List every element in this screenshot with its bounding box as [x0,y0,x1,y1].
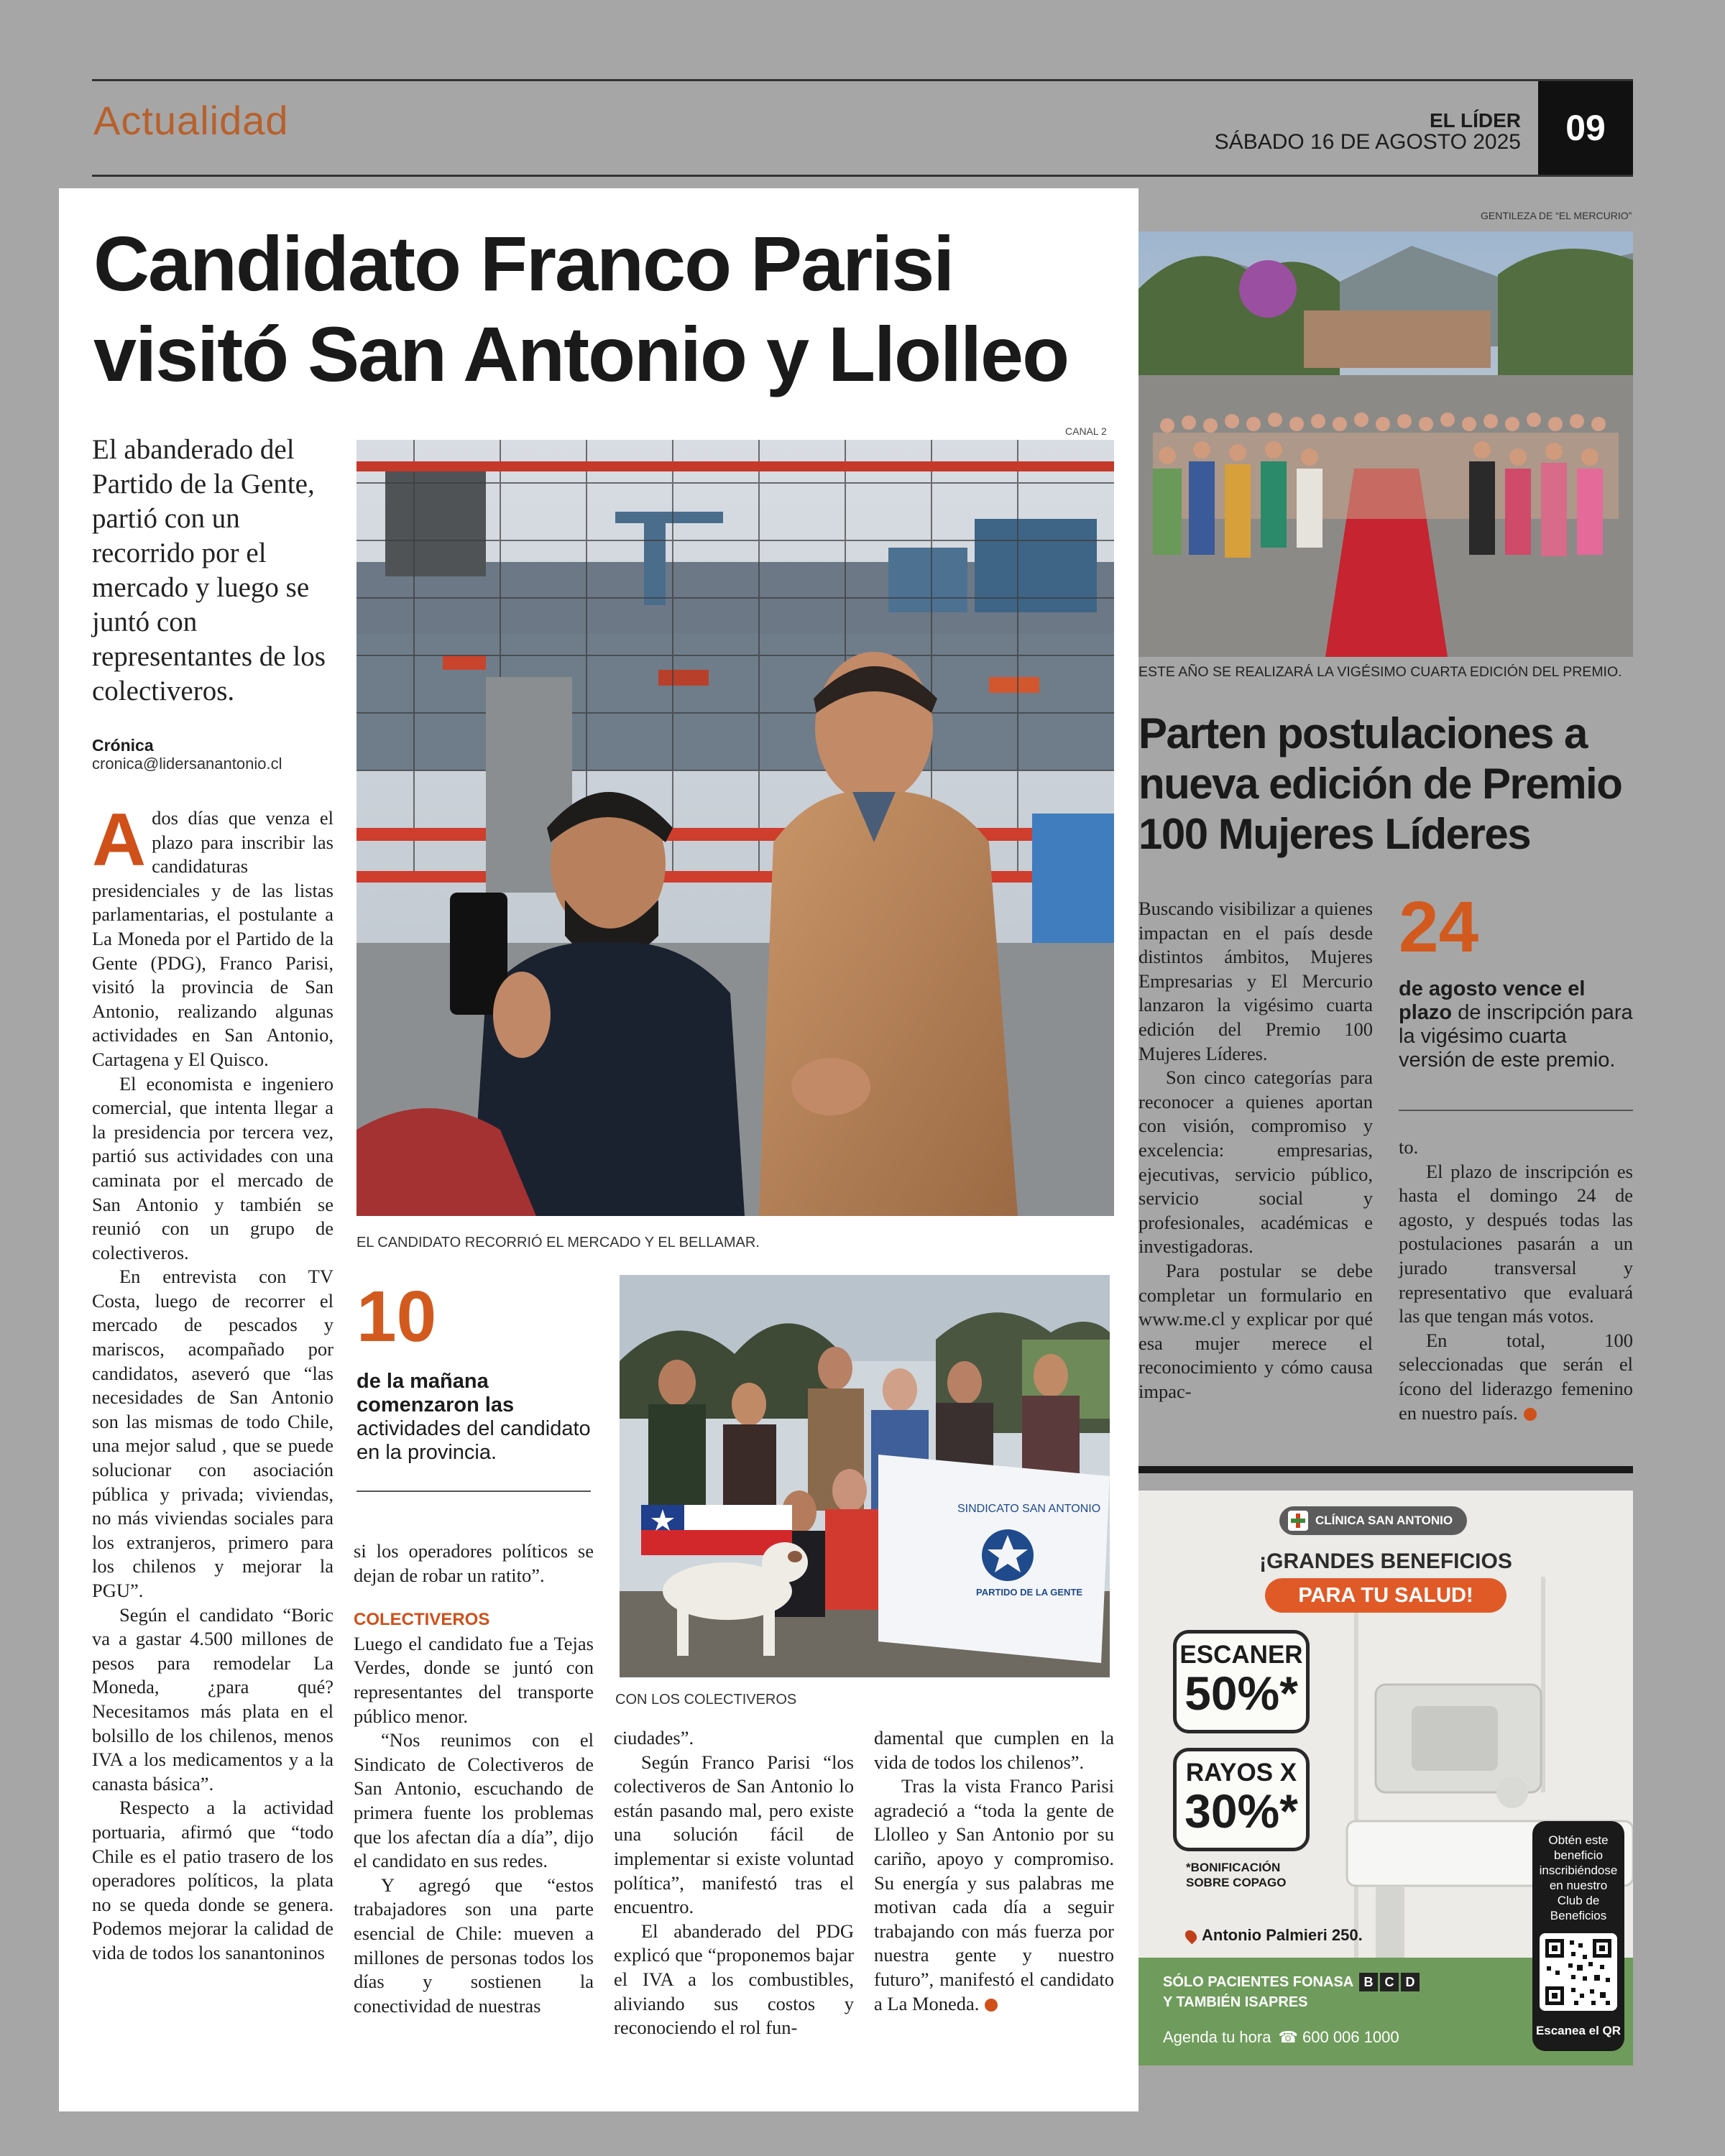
publication-date: SÁBADO 16 DE AGOSTO 2025 [1214,130,1521,155]
paragraph: El plazo de inscripción es hasta el domingo 24 de agosto, y después todas las postulaciones pasarán a un jurado transversal y representativo que evaluará las que tengan más votos. [1399,1160,1633,1327]
photo-credit: CANAL 2 [1065,425,1107,437]
byline-name: Crónica [92,736,154,755]
qr-label: Escanea el QR [1535,2024,1622,2037]
divider [1399,1110,1633,1111]
photo-caption: ESTE AÑO SE REALIZARÁ LA VIGÉSIMO CUARTA EDICIÓN DEL PREMIO. [1138,664,1622,680]
divider [356,1491,591,1492]
end-mark-icon [1524,1408,1537,1421]
article-column-1 [92,798,334,1966]
paragraph: Según el candidato “Boric va a gastar 4.500 millones de pesos para remodelar La Moneda, ¿para qué? Necesitamos más plata en el bolsillo de los chilenos, menos IVA a los medicamentos y a la canasta básica”. [92,1603,334,1795]
highlight-box [356,1276,594,1465]
side-headline: Parten postulaciones a nueva edición de Premio 100 Mujeres Líderes [1138,709,1622,858]
clinic-cross-icon [1288,1511,1308,1531]
paragraph: ciudades”. [614,1727,694,1749]
flag-text: SINDICATO SAN ANTONIO [957,1503,1101,1515]
paragraph: En total, 100 seleccionadas que serán el ícono del liderazgo femenino en nuestro país. [1399,1329,1633,1424]
article-column-4 [874,1726,1114,2016]
phone-number[interactable]: 600 006 1000 [1302,2028,1399,2046]
group-women-photo-illustration [1138,231,1633,657]
paragraph: En entrevista con TV Costa, luego de recorrer el mercado de pescados y mariscos, acompañado por candidatos, aseveró que “las necesidades de San Antonio son las mismas de todo Chile, una mejor salud , que se puede solucionar con asociación pública y privada; viviendas, no más viviendas sociales para los extranjeros, primero para los chilenos y mejorar la PGU”. [92,1266,334,1601]
ad-divider [1138,1466,1633,1473]
qr-panel [1532,1821,1624,2051]
paragraph: Son cinco categorías para reconocer a quienes aportan con visión, compromiso y excelencia: empresarias, ejecutivas, servicio público, servicio social y profesionales, académicas e investigadoras. [1138,1067,1373,1258]
photo-caption: EL CANDIDATO RECORRIÓ EL MERCADO Y EL BELLAMAR. [356,1235,760,1250]
paragraph: Luego el candidato fue a Tejas Verdes, donde se juntó con representantes del transporte público menor. [354,1632,594,1727]
paragraph: “Nos reunimos con el Sindicato de Colectiveros de San Antonio, escuchando de primera fuente los problemas que los afectan día a día”, dijo el candidato en sus redes. [354,1729,594,1872]
colectiveros-photo-illustration [620,1275,1110,1677]
newspaper-name: EL LÍDER [1429,109,1521,132]
paragraph: damental que cumplen en la vida de todos los chilenos”. [874,1727,1114,1773]
photo-credit: GENTILEZA DE “EL MERCURIO” [1481,210,1632,221]
paragraph: Ados días que venza el plazo para inscribir las candidaturas presidenciales y de las listas parlamentarias, el postulante a La Moneda por el Partido de la Gente (PDG), Franco Parisi, visitó la provincia de San Antonio, realizando algunas actividades en San Antonio, Cartagena y El Quisco. [92,798,334,1070]
clinic-advertisement[interactable] [1138,1491,1633,2065]
highlight-text: de agosto vence el plazo de inscripción para la vigésimo cuarta versión de este premio. [1399,977,1633,1072]
end-mark-icon [985,1999,998,2012]
bonus-note: *BONIFICACIÓN SOBRE COPAGO [1186,1861,1287,1889]
main-photo [356,440,1114,1216]
main-article [59,188,1138,2111]
appointment-line[interactable]: Agenda tu hora ☎ 600 006 1000 [1163,2028,1399,2046]
phone-icon: ☎ [1278,2028,1298,2046]
scanner-discount-badge: ESCANER 50%* [1173,1630,1310,1733]
article-column-3 [614,1726,854,2040]
clinic-logo: CLÍNICA SAN ANTONIO [1279,1506,1467,1535]
page-header [92,79,1633,177]
article-headline: Candidato Franco Parisi visitó San Antonio y Llolleo [93,220,1069,397]
byline-email-link[interactable]: cronica@lidersanantonio.cl [92,755,282,773]
photo-caption: CON LOS COLECTIVEROS [615,1692,797,1708]
paragraph: Buscando visibilizar a quienes impactan en el país desde distintos ámbitos, Mujeres Empresarias y El Mercurio lanzaron la vigésimo cuarta edición del Premio 100 Mujeres Líderes. [1138,898,1373,1064]
ad-subheadline: PARA TU SALUD! [1265,1578,1506,1613]
paragraph: Y agregó que “estos trabajadores son una parte esencial de Chile: mueven a millones de personas todos los días y sostienen la conectividad de nuestras [354,1874,594,2017]
page-number: 09 [1538,81,1633,175]
highlight-number: 10 [356,1276,437,1357]
qr-code-icon[interactable] [1540,1933,1617,2011]
fonasa-note: SÓLO PACIENTES FONASA B C D Y TAMBIÉN ISAPRES [1163,1972,1420,2012]
xray-discount-badge: RAYOS X 30%* [1173,1748,1310,1851]
paragraph: Respecto a la actividad portuaria, afirmó que “todo Chile es el patio trasero de los operadores políticos, la plata no se queda donde se genera. Podemos mejorar la calidad de vida de todos los sanantoninos [92,1797,334,1963]
paragraph: El abanderado del PDG explicó que “proponemos bajar el IVA a los combustibles, aliviando sus costos y reconociendo el rol fun- [614,1920,854,2039]
side-column-2 [1399,1135,1633,1425]
paragraph: si los operadores políticos se dejan de robar un ratito”. [354,1540,594,1586]
paragraph: to. [1399,1136,1419,1158]
clinic-address: Antonio Palmieri 250. [1186,1926,1363,1945]
side-column-1 [1138,897,1373,1404]
highlight-number: 24 [1399,887,1479,967]
side-photo [1138,231,1633,657]
highlight-text: de la mañana comenzaron las actividades del candidato en la provincia. [356,1370,591,1464]
article-column-2 [354,1539,594,2018]
paragraph: El economista e ingeniero comercial, que intenta llegar a la presidencia por tercera vez, partió sus actividades con una caminata por el mercado de San Antonio y también se reunió con un grupo de colectiveros. [92,1072,334,1263]
flag-logo-text: PARTIDO DE LA GENTE [976,1587,1083,1598]
ad-headline: ¡GRANDES BENEFICIOS [1259,1549,1512,1573]
paragraph: Para postular se debe completar un formulario en www.me.cl y explicar por qué esa mujer merece el reconocimiento y cómo causa impac- [1138,1259,1373,1402]
masthead [1215,110,1521,154]
byline [92,736,282,773]
harbor-photo-illustration [356,440,1114,1216]
group-photo [620,1275,1110,1677]
location-pin-icon [1183,1928,1200,1945]
qr-description: Obtén este beneficio inscribiéndose en nuestro Club de Beneficios [1539,1833,1618,1922]
highlight-box [1399,887,1633,1072]
article-lede: El abanderado del Partido de la Gente, partió con un recorrido por el mercado y luego se juntó con representantes de los colectiveros. [92,434,326,706]
section-title: Actualidad [93,98,289,143]
subheading: COLECTIVEROS [354,1610,490,1630]
paragraph: Según Franco Parisi “los colectiveros de San Antonio lo están pasando mal, pero existe una solución fácil de implementar si existe voluntad política”, manifestó tras el encuentro. [614,1751,854,1918]
paragraph: Tras la vista Franco Parisi agradeció a “toda la gente de Llolleo y San Antonio por su cariño, apoyo y compromiso. Su energía y sus palabras me motivan cada día a seguir trabajando con más fuerza por nuestra gente y nuestro futuro”, manifestó el candidato a La Moneda. [874,1775,1114,2014]
drop-cap: A [92,798,147,882]
